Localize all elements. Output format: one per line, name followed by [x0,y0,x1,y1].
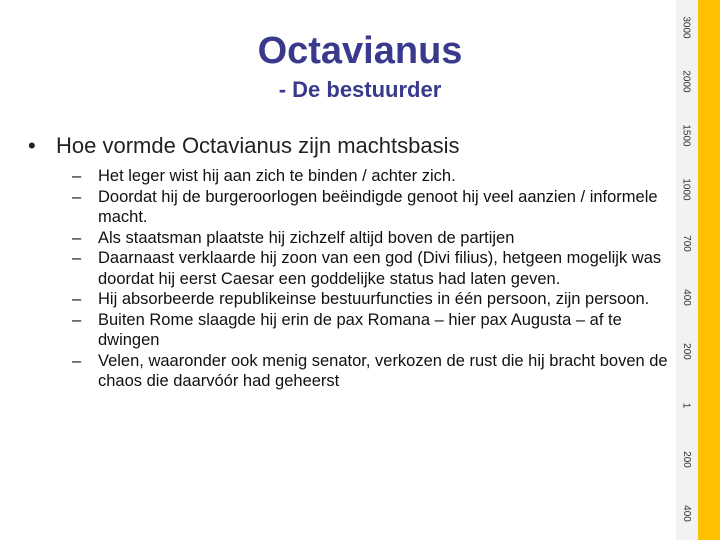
timeline-label: 1500 [680,123,692,147]
dash-marker: – [72,167,82,185]
sub-bullet-item [72,228,682,249]
sub-bullet-item [72,351,682,392]
sub-bullet-text: Buiten Rome slaagde hij erin de pax Romana – hier pax Augusta – af te dwingen [98,310,622,349]
dash-marker: – [72,249,82,267]
sub-bullet-item [72,248,682,289]
sub-bullet-item [72,310,682,351]
timeline-label: 700 [680,234,692,252]
timeline-label: 1000 [680,177,692,201]
dash-marker: – [72,290,82,308]
dash-marker: – [72,187,82,206]
timeline-strip [670,0,698,540]
dash-marker: – [72,351,82,370]
timeline-label: 1 [680,402,692,408]
bullet-marker: • [28,133,36,158]
main-bullet-text: Hoe vormde Octavianus zijn machtsbasis [56,133,460,158]
dash-marker: – [72,228,82,247]
dash-marker: – [72,310,82,329]
sub-bullet-text: Velen, waaronder ook menig senator, verkozen de rust die hij bracht boven de chaos die daarvóór had geheerst [98,351,668,390]
sub-bullet-text: Hij absorbeerde republikeinse bestuurfuncties in één persoon, zijn persoon. [98,290,650,308]
timeline-label: 2000 [680,69,692,93]
sub-bullet-text: Daarnaast verklaarde hij zoon van een god (Divi filius), hetgeen mogelijk was doordat hij eerst Caesar een goddelijke status had laten geven. [98,249,662,288]
accent-bar [698,0,720,540]
timeline-label: 200 [680,450,692,468]
sub-bullet-text: Als staatsman plaatste hij zichzelf altijd boven de partijen [98,228,515,247]
sub-bullet-item [72,166,682,187]
sub-bullet-text: Het leger wist hij aan zich te binden / achter zich. [98,167,456,185]
timeline-label: 400 [680,288,692,306]
slide-title: Octavianus [257,30,463,72]
timeline-label: 200 [680,342,692,360]
timeline-label: 400 [680,504,692,522]
timeline-label: 3000 [680,15,692,39]
sub-bullet-list [72,166,682,392]
sub-bullet-item [72,187,682,228]
sub-bullet-text: Doordat hij de burgeroorlogen beëindigde genoot hij veel aanzien / informele macht. [98,187,658,226]
slide-subtitle: - De bestuurder [278,77,442,102]
sub-bullet-item [72,289,682,310]
